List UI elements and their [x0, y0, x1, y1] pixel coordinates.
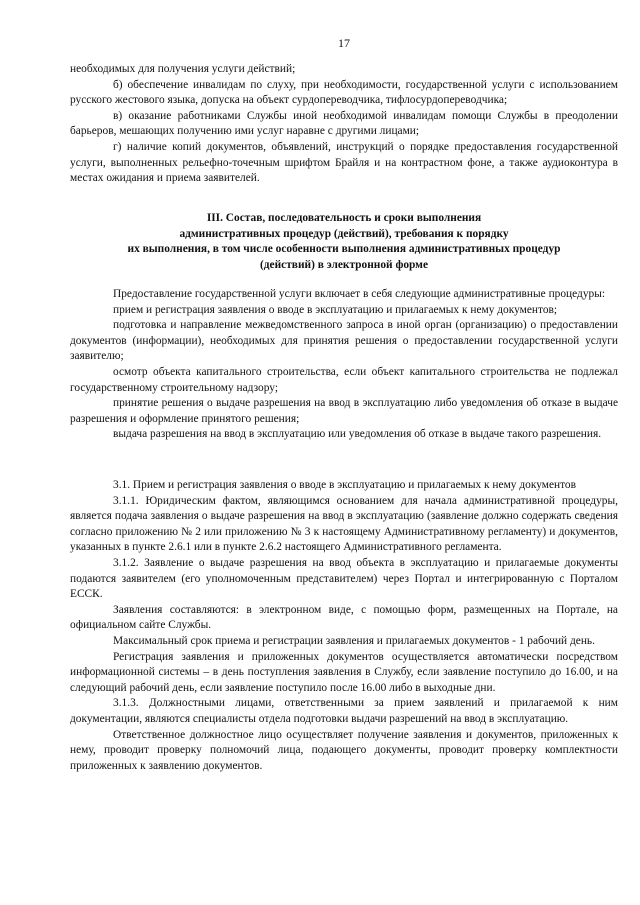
- procedures-list: [70, 287, 618, 443]
- heading-line: (действий) в электронной форме: [259, 258, 429, 271]
- paragraph: выдача разрешения на ввод в эксплуатацию или уведомления об отказе в выдаче такого разрешения.: [113, 428, 602, 441]
- subsection-title: 3.1. Прием и регистрация заявления о вводе в эксплуатацию и прилагаемых к нему документов: [113, 479, 576, 491]
- heading-line: административных процедур (действий), требования к порядку: [179, 227, 509, 240]
- section-3-1: [70, 478, 618, 774]
- paragraph: осмотр объекта капитального строительства, если объект капитального строительства не подлежал государственному строительному надзору;: [70, 365, 618, 394]
- paragraph: 3.1.3. Должностными лицами, ответственными за прием заявлений и прилагаемой к ним документации, являются специалисты отдела подготовки выдачи разрешений на ввод в эксплуатацию.: [70, 697, 618, 725]
- paragraph: необходимых для получения услуги действий;: [70, 63, 296, 75]
- section-heading: [70, 211, 618, 273]
- paragraph: подготовка и направление межведомственного запроса в иной орган (организацию) о предоставлении документов (информации), необходимых для принятия решения о предоставлении государственной услуги заявителю;: [70, 319, 618, 363]
- heading-line: III. Состав, последовательность и сроки выполнения: [206, 212, 482, 224]
- paragraph: Ответственное должностное лицо осуществляет получение заявления и документов, приложенных к нему, проводит проверку полномочий лица, подающего документы, проводит проверку комплектности приложенных к заявлению документов.: [70, 728, 618, 772]
- paragraph: 3.1.2. Заявление о выдаче разрешения на ввод объекта в эксплуатацию и прилагаемые документы подаются заявителем (его уполномоченным представителем) через Портал и интегрированную с Порталом ЕССК.: [70, 556, 618, 601]
- heading-line: их выполнения, в том числе особенности выполнения административных процедур: [127, 243, 561, 256]
- paragraph: в) оказание работниками Службы иной необходимой инвалидам помощи Службы в преодолении барьеров, мешающих получению ими услуг наравне с другими лицами;: [70, 109, 618, 138]
- paragraph: Максимальный срок приема и регистрации заявления и прилагаемых документов - 1 рабочий день.: [113, 634, 595, 647]
- paragraph: г) наличие копий документов, объявлений, инструкций о порядке предоставления государственной услуги, выполненных рельефно-точечным шрифтом Брайля и на контрастном фоне, а также аудиоконтура в местах ожидания и приема заявителей.: [70, 140, 618, 185]
- paragraph: 3.1.1. Юридическим фактом, являющимся основанием для начала административной процедуры, является подача заявления о выдаче разрешения на ввод в эксплуатацию (заявление должно содержать сведения согласно приложению № 2 или приложению № 3 к настоящему Административному регламенту) и документов, указанных в пункте 2.6.1 или в пункте 2.6.2 настоящего Административного регламента.: [70, 494, 618, 554]
- paragraph: Заявления составляются: в электронном виде, с помощью форм, размещенных на Портале, на официальном сайте Службы.: [70, 603, 618, 632]
- accessibility-list: [70, 62, 618, 187]
- paragraph: принятие решения о выдаче разрешения на ввод в эксплуатацию либо уведомления об отказе в выдаче разрешения и оформление принятого решения;: [70, 397, 618, 425]
- page-number: 17: [338, 36, 350, 50]
- paragraph: Регистрация заявления и приложенных документов осуществляется автоматически посредством информационной системы – в день поступления заявления в Службу, если заявление поступило до 16.00, и на следующий рабочий день, если заявление поступило после 16.00 либо в выходные дни.: [70, 650, 618, 694]
- paragraph: б) обеспечение инвалидам по слуху, при необходимости, государственной услуги с использованием русского жестового языка, допуска на объект сурдопереводчика, тифлосурдопереводчика;: [70, 78, 618, 107]
- paragraph: Предоставление государственной услуги включает в себя следующие административные процедуры:: [113, 288, 606, 300]
- paragraph: прием и регистрация заявления о вводе в эксплуатацию и прилагаемых к нему документов;: [113, 303, 558, 316]
